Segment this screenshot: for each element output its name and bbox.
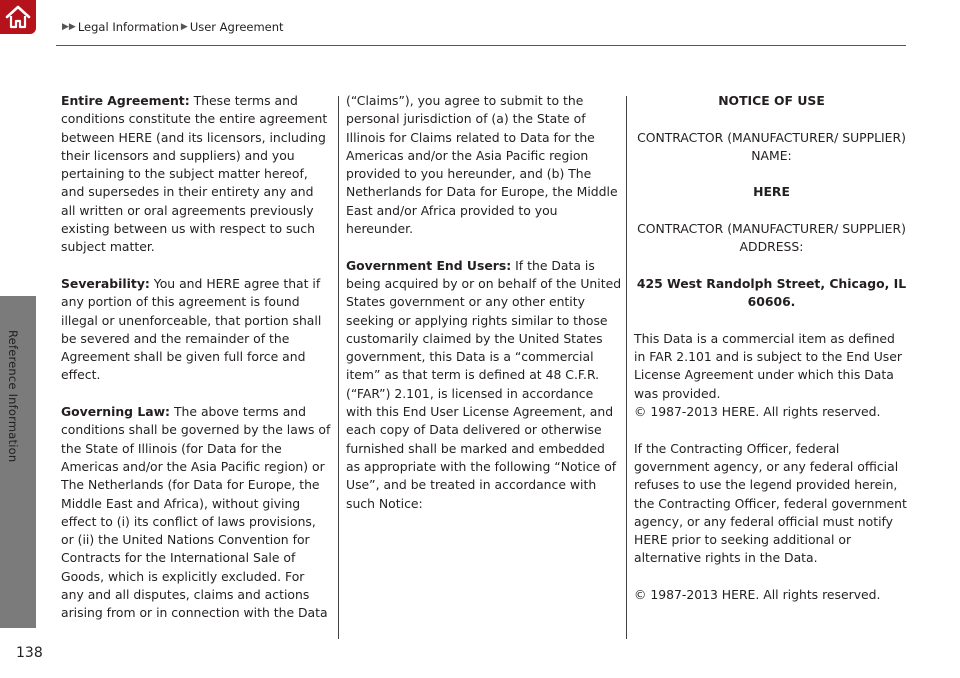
- government-end-users-body: If the Data is being acquired by or on behalf of the United States government or any other entity seeking or applying rights similar to those customarily claimed by the United States government, this Data is a “commercial item” as that term is defined at 48 C.F.R. (“FAR”) 2.101, is licensed in accordance with this End User License Agreement, and each copy of Data delivered or otherwise furnished shall be marked and embedded as appropriate with the following “Notice of Use”, and be treated in accordance with such Notice:: [346, 257, 622, 511]
- column-divider: [626, 96, 627, 639]
- breadcrumb: [62, 20, 286, 34]
- entire-agreement-paragraph: [61, 92, 331, 257]
- government-end-users-heading: Government End Users:: [346, 257, 512, 273]
- commercial-item-paragraph: This Data is a commercial item as defined in FAR 2.101 and is subject to the End User License Agreement under which this Data was provided. © 1987-2013 HERE. All rights reserved.: [634, 330, 902, 420]
- column-1: [61, 92, 331, 641]
- breadcrumb-arrow-icon: ▶: [180, 22, 188, 32]
- home-icon: [4, 4, 32, 30]
- entire-agreement-heading: Entire Agreement:: [61, 93, 190, 108]
- home-button[interactable]: [0, 0, 36, 34]
- severability-heading: Severability:: [61, 275, 150, 291]
- governing-law-body: The above terms and conditions shall be governed by the laws of the State of Illinois (for Data for the Americas and/or the Asia Pacific region) or The Netherlands (for Data for Europe, the Middle East and Africa), without giving effect to (i) its conflict of laws provisions, or (ii) the United Nations Convention for Contracts for the International Sale of Goods, which is explicitly excluded. For any and all disputes, claims and actions arising from or in connection with the Data: [61, 404, 331, 621]
- header-divider: [56, 45, 906, 46]
- contractor-address-label: CONTRACTOR (MANUFACTURER/ SUPPLIER) ADDRESS:: [637, 221, 906, 255]
- contractor-name-label: CONTRACTOR (MANUFACTURER/ SUPPLIER) NAME:: [637, 129, 906, 163]
- copyright-line-final: © 1987-2013 HERE. All rights reserved.: [634, 587, 881, 603]
- claims-paragraph: (“Claims”), you agree to submit to the personal jurisdiction of (a) the State of Illinois for Claims related to Data for the Americas and/or the Asia Pacific region provided to you hereunder, and (b) The Netherlands for Data for Europe, the Middle East and/or Africa provided to you hereunder.: [346, 93, 618, 237]
- page-number: 138: [16, 645, 43, 661]
- government-end-users-paragraph: [346, 257, 622, 513]
- contracting-officer-paragraph: If the Contracting Officer, federal government agency, or any federal official refuses to use the legend provided herein, the Contracting Officer, federal government agency, or any federal official must notify HERE prior to seeking additional or alternative rights in the Data.: [634, 440, 907, 566]
- column-3: [634, 92, 909, 623]
- entire-agreement-body: These terms and conditions constitute the entire agreement between HERE (and its licensors, including their licensors and suppliers) and you pertaining to the subject matter hereof, and supersedes in their entirety any and all written or oral agreements previously existing between us with respect to such subject matter.: [61, 93, 328, 255]
- column-divider: [338, 96, 339, 639]
- governing-law-heading: Governing Law:: [61, 404, 171, 420]
- contractor-address-value: 425 West Randolph Street, Chicago, IL 60606.: [636, 275, 907, 310]
- severability-paragraph: [61, 275, 331, 385]
- breadcrumb-item-legal-information[interactable]: Legal Information: [77, 20, 179, 34]
- copyright-line: © 1987-2013 HERE. All rights reserved.: [634, 404, 881, 420]
- contractor-name-value: HERE: [753, 184, 790, 200]
- severability-body: You and HERE agree that if any portion of this agreement is found illegal or unenforceable, that portion shall be severed and the remainder of the Agreement shall be given full force and effect.: [61, 275, 322, 383]
- column-2: [346, 92, 622, 531]
- notice-of-use-title: NOTICE OF USE: [718, 93, 825, 108]
- breadcrumb-arrow-icon: ▶▶: [62, 22, 76, 32]
- breadcrumb-item-user-agreement[interactable]: User Agreement: [189, 20, 284, 34]
- governing-law-paragraph: [61, 403, 331, 623]
- side-tab-label: Reference Information: [6, 330, 20, 463]
